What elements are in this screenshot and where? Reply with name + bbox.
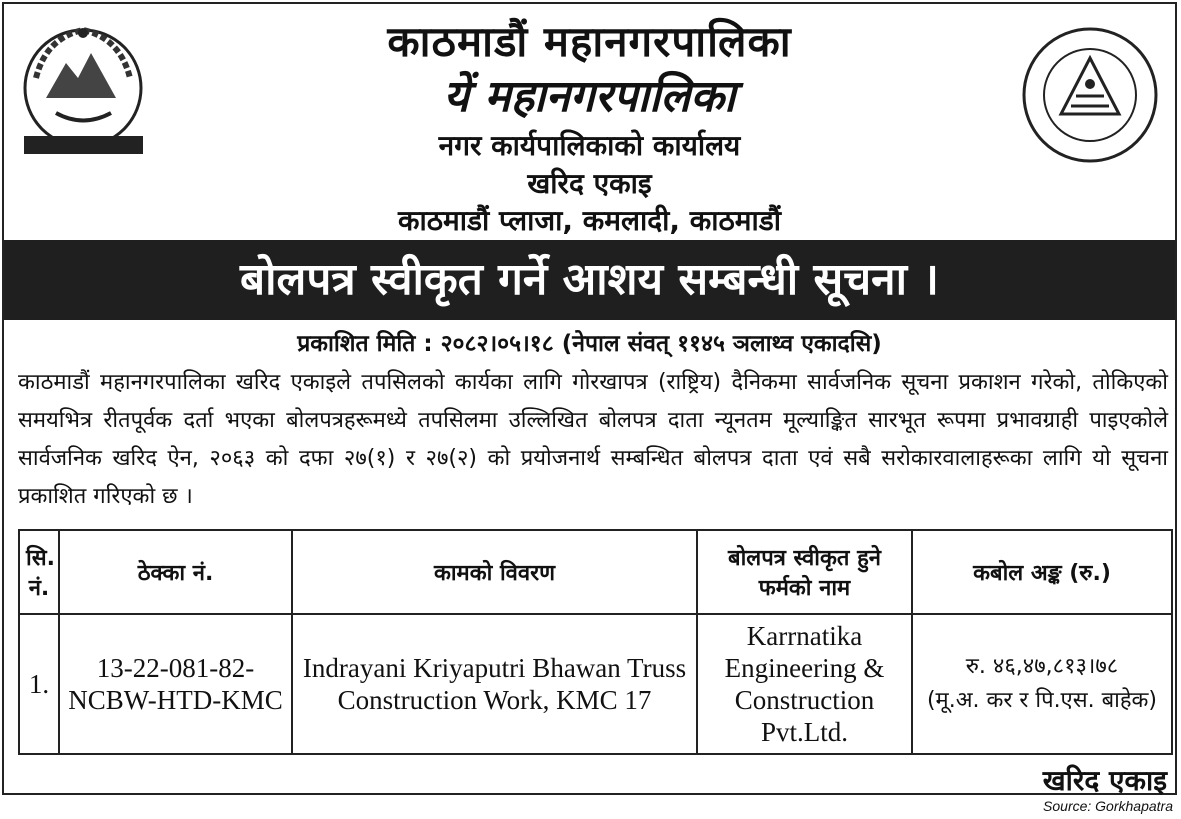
notice-body-text: काठमाडौं महानगरपालिका खरिद एकाइले तपसिलको कार्यका लागि गोरखापत्र (राष्ट्रिय) दैनिकमा सार्वजनिक सूचना प्रकाशन गरेको, तोकिएको समयभित्र रीतपूर्वक दर्ता भएका बोलपत्रहरूमध्ये तपसिलमा उल्लिखित बोलपत्र दाता न्यूनतम मूल्याङ्कित सारभूत रूपमा प्रभावग्राही पाइएकोले सार्वजनिक खरिद ऐन, २०६३ को दफा २७(१) र २७(२) को प्रयोजनार्थ सम्बन्धित बोलपत्र दाता एवं सबै सरोकारवालाहरूका लागि यो सूचना प्रकाशित गरिएको छ ।: [18, 370, 1168, 509]
bid-amount-note: (मू.अ. कर र पि.एस. बाहेक): [926, 688, 1158, 713]
header-firm-name: बोलपत्र स्वीकृत हुने फर्मको नाम: [697, 530, 912, 614]
cell-contract-no: 13-22-081-82-NCBW-HTD-KMC: [59, 614, 292, 754]
header-description: कामको विवरण: [292, 530, 697, 614]
award-table: [18, 529, 1173, 755]
notice-banner: बोलपत्र स्वीकृत गर्ने आशय सम्बन्धी सूचना ।: [4, 240, 1175, 320]
source-credit: Source: Gorkhapatra: [1043, 798, 1173, 814]
table-row: [19, 614, 1172, 754]
header-serial: सि. नं.: [19, 530, 59, 614]
cell-firm-name: Karrnatika Engineering & Construction Pvt.Ltd.: [697, 614, 912, 754]
org-title-newari: यें महानगरपालिका: [443, 71, 736, 122]
cell-serial: 1.: [19, 614, 59, 754]
org-title: काठमाडौं महानगरपालिका: [387, 17, 792, 66]
table-header-row: [19, 530, 1172, 614]
header-bid-amount: कबोल अङ्क (रु.): [912, 530, 1172, 614]
published-date: प्रकाशित मिति : २०८२।०५।१८ (नेपाल संवत् ११४५ ञलाथ्व एकादसि): [297, 331, 882, 357]
office-name: नगर कार्यपालिकाको कार्यालय: [438, 129, 741, 162]
cell-description: Indrayani Kriyaputri Bhawan Truss Construction Work, KMC 17: [292, 614, 697, 754]
bid-amount-value: रु. ४६,४७,८१३।७८: [965, 654, 1119, 679]
cell-bid-amount: [912, 614, 1172, 754]
footer-unit-signature: खरिद एकाइ: [1042, 764, 1167, 797]
notice-document: [2, 2, 1177, 795]
notice-header: [4, 4, 1175, 240]
office-address: काठमाडौं प्लाजा, कमलादी, काठमाडौं: [397, 204, 782, 237]
header-contract-no: ठेक्का नं.: [59, 530, 292, 614]
kmc-seal-icon: [1021, 26, 1159, 164]
unit-name: खरिद एकाइ: [527, 167, 652, 200]
